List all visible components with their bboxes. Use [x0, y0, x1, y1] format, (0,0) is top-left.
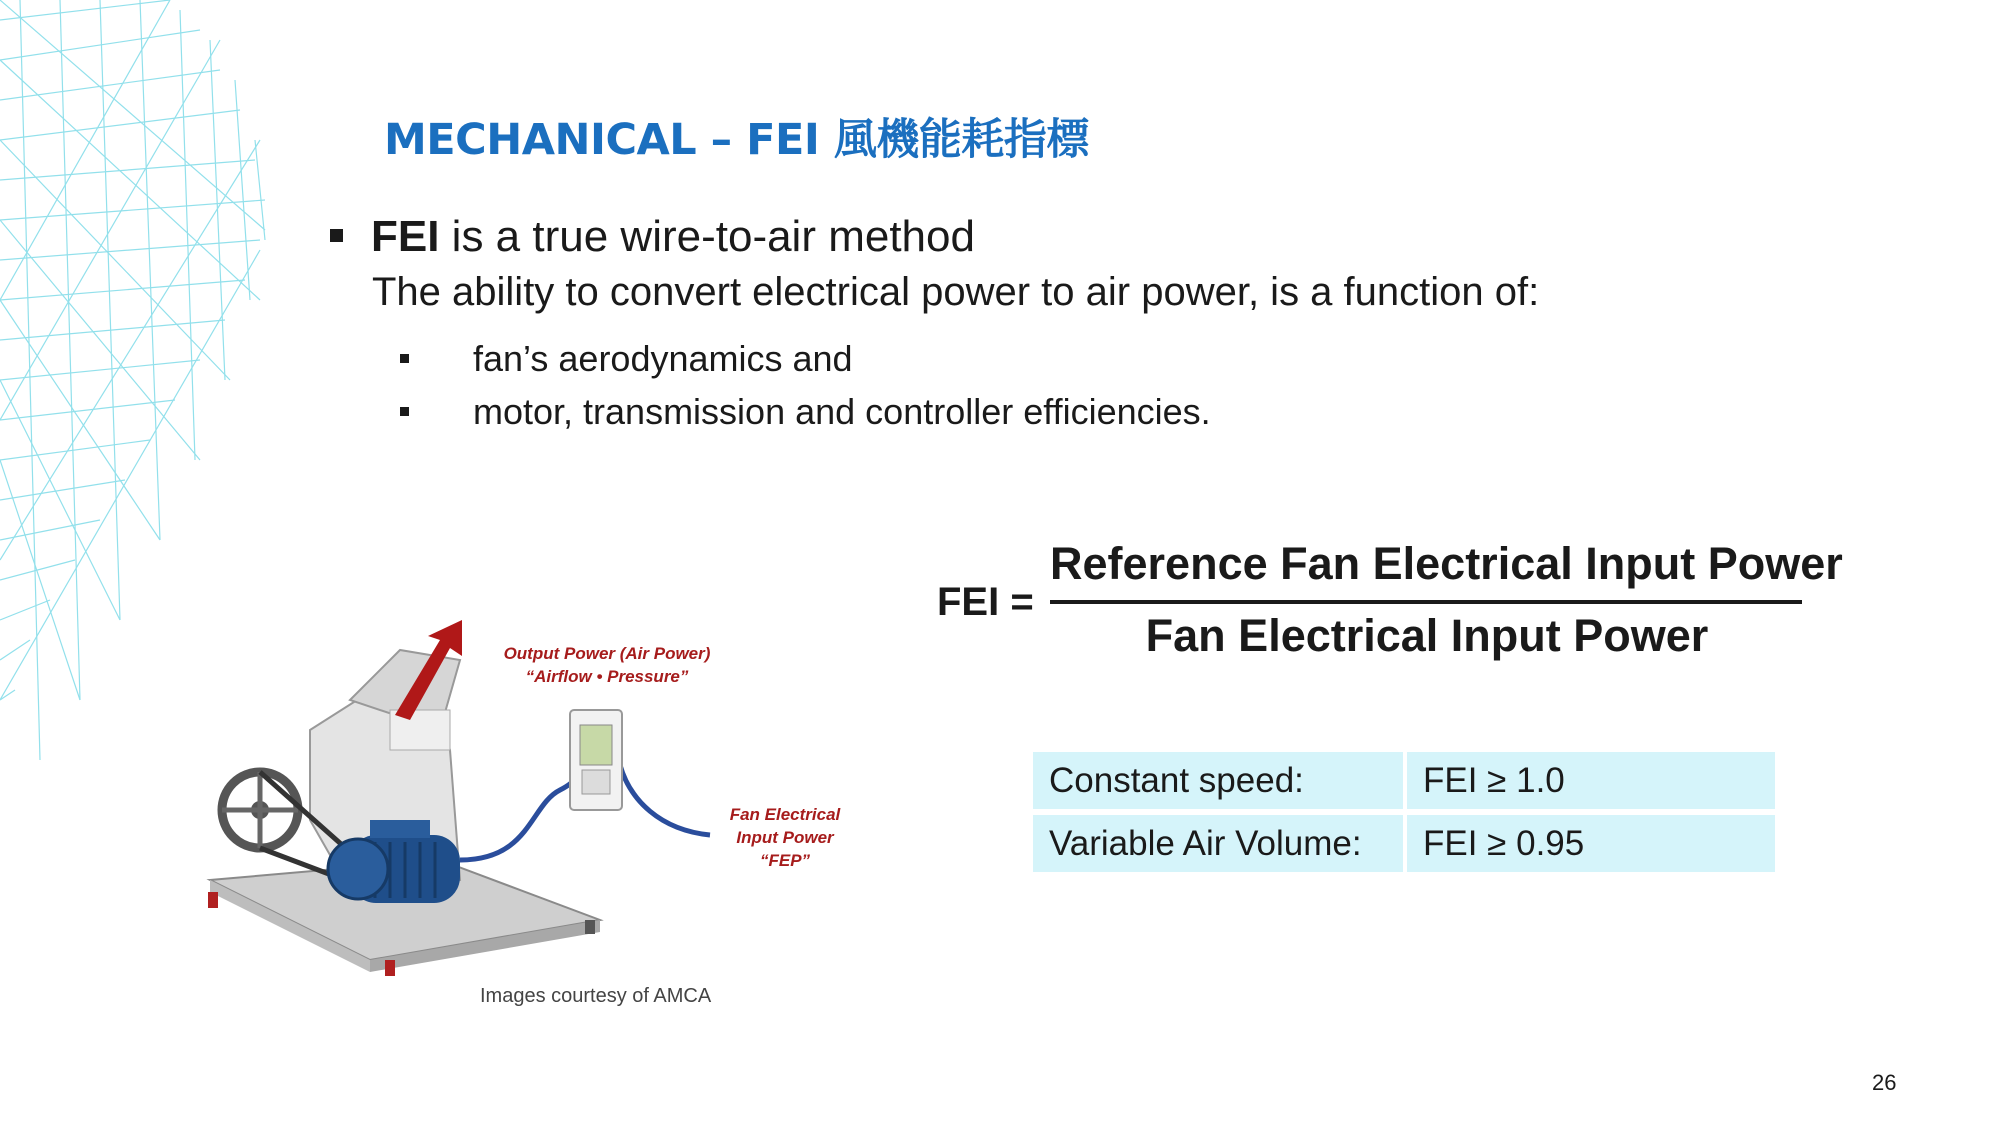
input-power-label-line: “FEP”	[759, 851, 811, 870]
page-number: 26	[1872, 1070, 1897, 1095]
sub-bullet-text: fan’s aerodynamics and	[473, 338, 853, 379]
table-cell-label: Variable Air Volume:	[1033, 815, 1403, 872]
formula-lhs: FEI =	[937, 580, 1034, 624]
table-row	[1033, 752, 1775, 809]
main-bullet-text: is a true wire-to-air method	[439, 212, 975, 261]
sub-bullet-text: motor, transmission and controller efficiencies.	[473, 391, 1211, 432]
slide-title: MECHANICAL – FEI 風機能耗指標	[384, 115, 1089, 165]
fraction-bar	[1050, 600, 1802, 604]
bullet-square-icon	[400, 354, 409, 363]
table-cell-label: Constant speed:	[1033, 752, 1403, 809]
input-power-label-line: Fan Electrical	[729, 805, 841, 824]
sub-bullet	[400, 391, 1211, 433]
table-cell-value: FEI ≥ 0.95	[1407, 815, 1775, 872]
formula-denominator: Fan Electrical Input Power	[1145, 610, 1709, 661]
output-power-label	[472, 642, 742, 688]
output-power-label-line: Output Power (Air Power)	[503, 644, 711, 663]
input-power-label	[705, 803, 865, 872]
bullet-square-icon	[330, 229, 343, 242]
image-caption: Images courtesy of AMCA	[480, 985, 712, 1007]
formula-numerator: Reference Fan Electrical Input Power	[1050, 538, 1843, 589]
main-bullet-bold: FEI	[371, 212, 440, 261]
main-bullet	[330, 212, 975, 262]
input-power-label-line: Input Power	[736, 828, 834, 847]
table-row	[1033, 815, 1775, 872]
sub-bullet	[400, 338, 853, 380]
fei-requirements-table	[1033, 752, 1775, 878]
bullet-square-icon	[400, 407, 409, 416]
table-cell-value: FEI ≥ 1.0	[1407, 752, 1775, 809]
main-bullet-line2: The ability to convert electrical power to air power, is a function of:	[372, 270, 1540, 314]
output-power-label-line: “Airflow • Pressure”	[525, 667, 689, 686]
